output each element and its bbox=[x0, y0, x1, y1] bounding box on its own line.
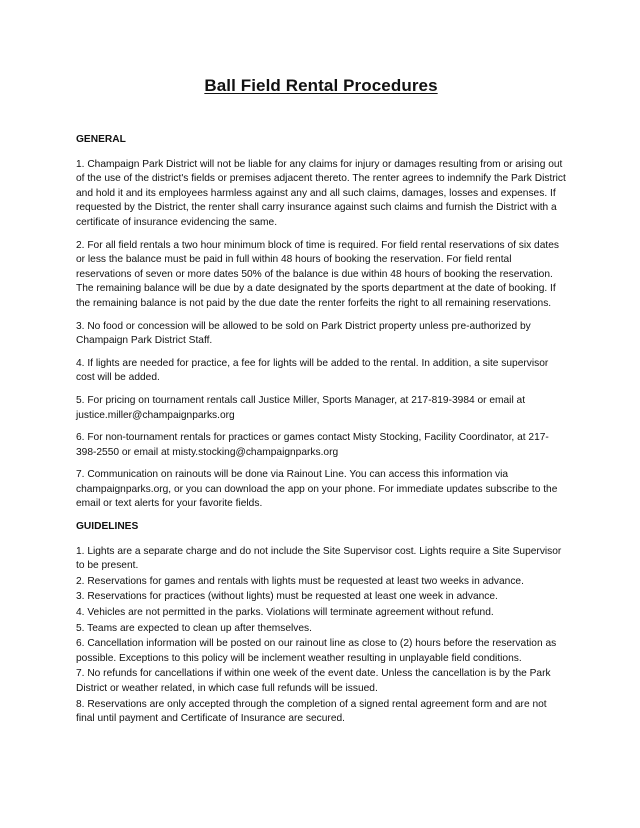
guideline-item-2: 2. Reservations for games and rentals with lights must be requested at least two weeks in advance. bbox=[76, 575, 524, 587]
guidelines-heading: GUIDELINES bbox=[76, 521, 139, 533]
guideline-item-4: 4. Vehicles are not permitted in the parks. Violations will terminate agreement without refund. bbox=[76, 607, 494, 619]
guideline-item-6: 6. Cancellation information will be posted on our rainout line as close to (2) hours before the reservation as possible. Exceptions to this policy will be inclement weather resulting in unplayable field conditions. bbox=[76, 638, 557, 664]
page-title: Ball Field Rental Procedures bbox=[204, 76, 438, 95]
general-item-5: 5. For pricing on tournament rentals call Justice Miller, Sports Manager, at 217-819-3984 or email at justice.miller@champaignparks.org bbox=[76, 394, 526, 421]
general-item-4: 4. If lights are needed for practice, a fee for lights will be added to the rental. In addition, a site supervisor cost will be added. bbox=[76, 357, 549, 384]
guidelines-list bbox=[76, 545, 566, 727]
general-item-7: 7. Communication on rainouts will be done via Rainout Line. You can access this information via champaignparks.org, or you can download the app on your phone. For immediate updates subscribe to the email or text alerts for your favorite fields. bbox=[76, 469, 558, 510]
general-heading: GENERAL bbox=[76, 134, 126, 145]
general-item-2: 2. For all field rentals a two hour minimum block of time is required. For field rental reservations of six dates or less the balance must be paid in full within 48 hours of booking the reservation. For field rental reservations of seven or more dates 50% of the balance is due within 48 hours of booking the reservation. The remaining balance will be due by a date designated by the sports department at the date of booking. If the remaining balance is not paid by the due date the renter forfeits the right to all remaining reservations. bbox=[76, 239, 559, 309]
guideline-item-1: 1. Lights are a separate charge and do not include the Site Supervisor cost. Lights require a Site Supervisor to be present. bbox=[76, 545, 562, 572]
general-item-3: 3. No food or concession will be allowed to be sold on Park District property unless pre-authorized by Champaign Park District Staff. bbox=[76, 320, 531, 347]
document-body bbox=[76, 133, 566, 728]
guideline-item-8: 8. Reservations are only accepted through the completion of a signed rental agreement form and are not final until payment and Certificate of Insurance are secured. bbox=[76, 698, 547, 725]
general-item-1: 1. Champaign Park District will not be liable for any claims for injury or damages resulting from or arising out of the use of the district's fields or premises adjacent thereto. The renter agrees to indemnify the Park District and hold it and its employees harmless against any and all such claims, damages, losses and expenses. If requested by the District, the renter shall carry insurance against such claims and furnish the District with a certificate of insurance evidencing the same. bbox=[76, 158, 566, 228]
guideline-item-7: 7. No refunds for cancellations if within one week of the event date. Unless the cancellation is by the Park District or weather related, in which case full refunds will be issued. bbox=[76, 668, 551, 694]
guideline-item-3: 3. Reservations for practices (without lights) must be requested at least one week in advance. bbox=[76, 591, 498, 603]
guideline-item-5: 5. Teams are expected to clean up after themselves. bbox=[76, 622, 312, 634]
general-item-6: 6. For non-tournament rentals for practices or games contact Misty Stocking, Facility Coordinator, at 217-398-2550 or email at misty.stocking@champaignparks.org bbox=[76, 432, 549, 458]
